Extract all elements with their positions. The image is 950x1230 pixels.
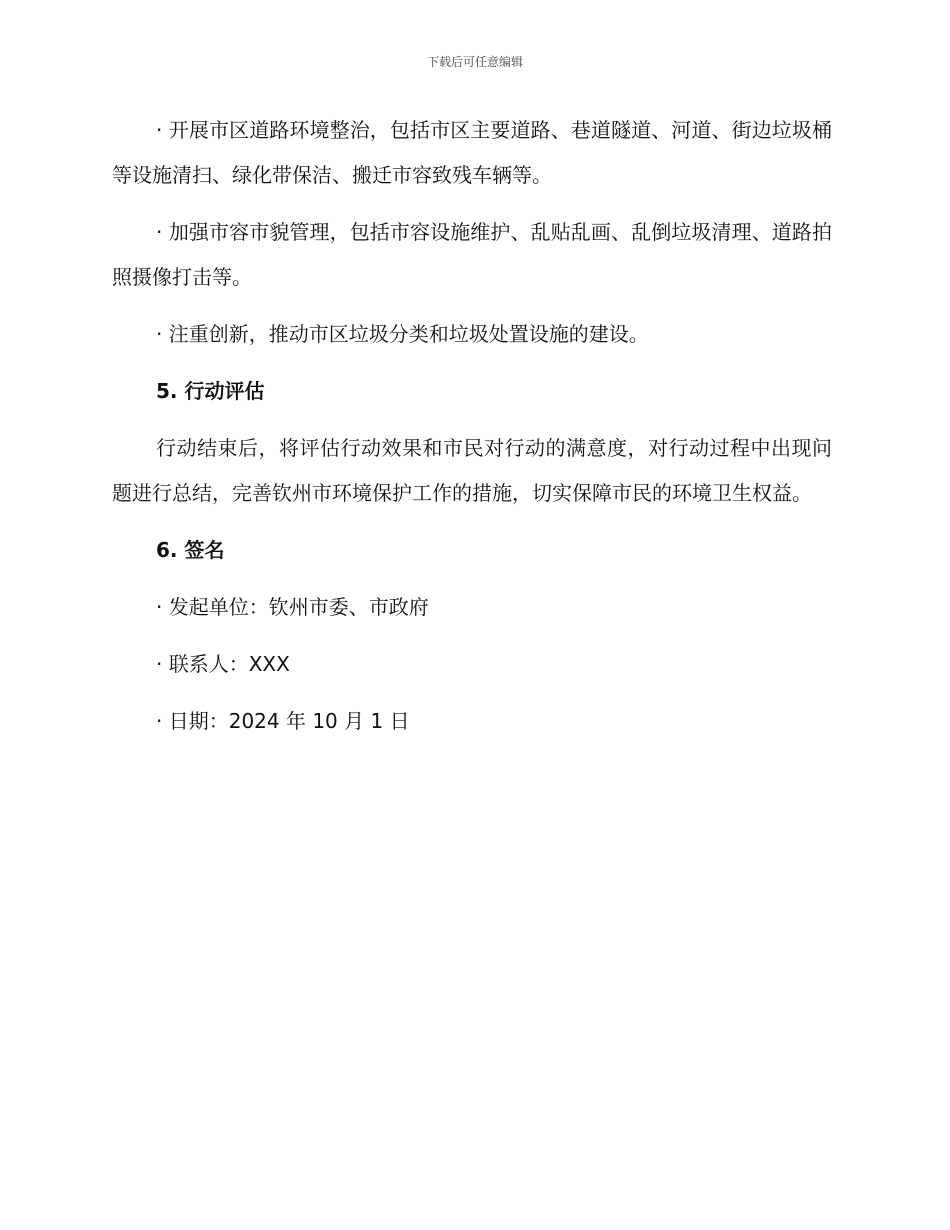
header-note: 下载后可任意编辑	[426, 55, 523, 69]
paragraph-innovation: · 注重创新，推动市区垃圾分类和垃圾处置设施的建设。	[156, 322, 649, 346]
paragraph-city-appearance: · 加强市容市貌管理，包括市容设施维护、乱贴乱画、乱倒垃圾清理、道路拍照摄像打击等。	[112, 220, 832, 289]
signature-date: · 日期：2024 年 10 月 1 日	[156, 709, 410, 733]
paragraph-road-cleanup: · 开展市区道路环境整治，包括市区主要道路、巷道隧道、河道、街边垃圾桶等设施清扫、绿化带保洁、搬迁市容致残车辆等。	[112, 118, 832, 187]
heading-action-evaluation: 5. 行动评估	[156, 379, 265, 403]
document-body	[112, 108, 832, 756]
signature-unit: · 发起单位：钦州市委、市政府	[156, 595, 429, 619]
heading-signature: 6. 签名	[156, 538, 225, 562]
paragraph-evaluation: 行动结束后，将评估行动效果和市民对行动的满意度，对行动过程中出现问题进行总结，完善钦州市环境保护工作的措施，切实保障市民的环境卫生权益。	[112, 436, 832, 505]
signature-contact: · 联系人：XXX	[156, 652, 290, 676]
